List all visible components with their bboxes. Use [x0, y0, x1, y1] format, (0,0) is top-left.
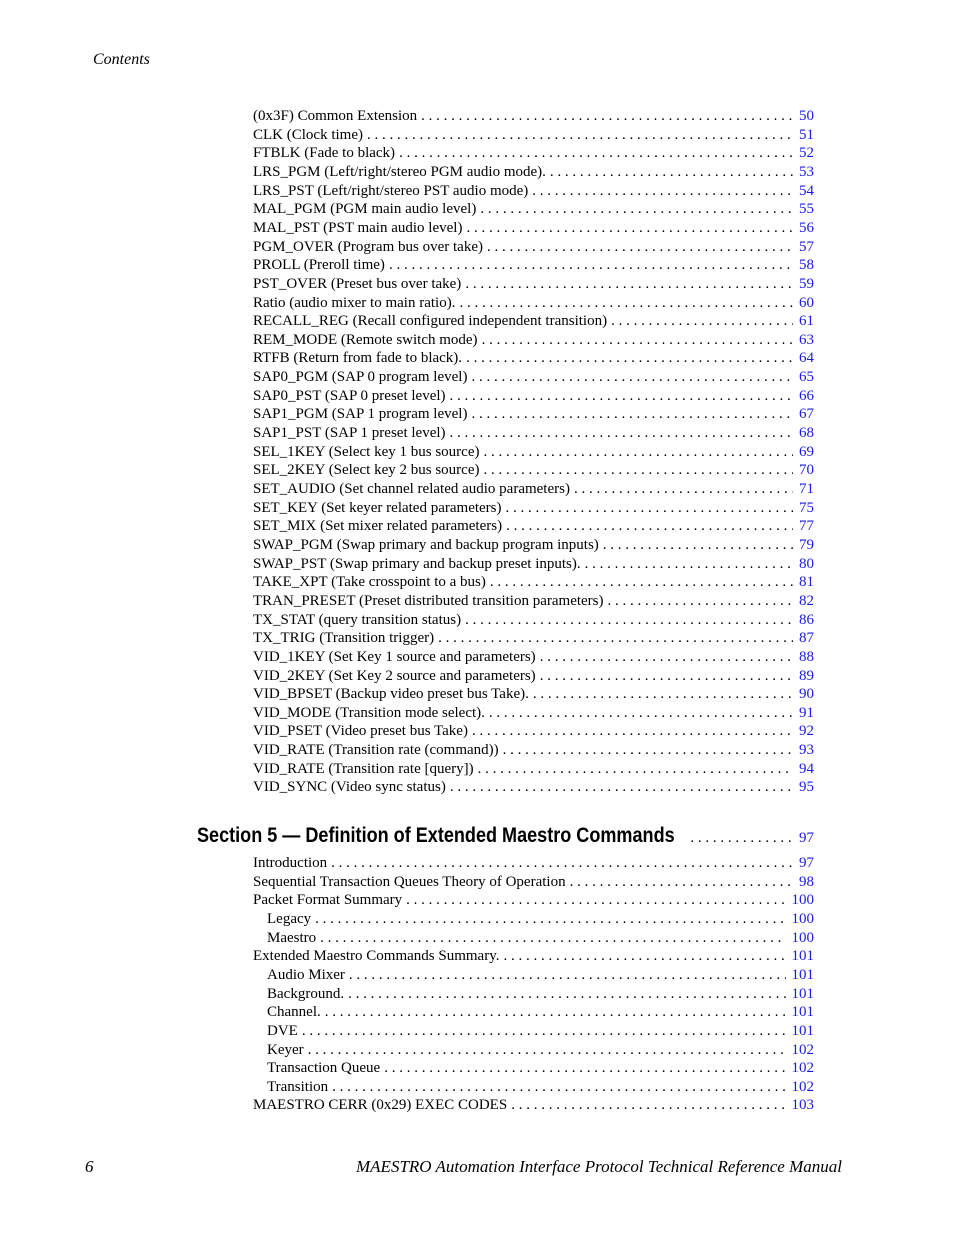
- dot-leader: [315, 910, 785, 929]
- toc-page-link[interactable]: 71: [799, 481, 814, 497]
- dot-leader: [504, 947, 786, 966]
- toc-entry[interactable]: [253, 238, 814, 257]
- dot-leader: [450, 778, 793, 797]
- toc-page-link[interactable]: 101: [791, 966, 814, 983]
- toc-entry[interactable]: [253, 163, 814, 182]
- toc-entry[interactable]: [267, 1041, 814, 1060]
- dot-leader: [399, 144, 793, 163]
- toc-entry[interactable]: [253, 387, 814, 406]
- dot-leader: [349, 966, 786, 985]
- toc-entry[interactable]: [253, 200, 814, 219]
- dot-leader: [332, 1078, 785, 1097]
- toc-entry-label: SET_KEY (Set keyer related parameters): [253, 499, 502, 516]
- toc-entry-label: Maestro: [267, 929, 317, 946]
- toc-page-link[interactable]: 64: [799, 350, 814, 367]
- toc-entry-label: VID_2KEY (Set Key 2 source and parameters): [253, 667, 536, 684]
- toc-entry[interactable]: [253, 873, 814, 892]
- toc-entry-label: VID_BPSET (Backup video preset bus Take).: [253, 686, 529, 703]
- dot-leader: [450, 387, 793, 406]
- dot-leader: [574, 480, 793, 499]
- toc-entry[interactable]: [253, 1096, 814, 1115]
- dot-leader: [465, 275, 793, 294]
- toc-page-link[interactable]: 57: [799, 238, 814, 255]
- toc-entry-label: SWAP_PST (Swap primary and backup preset inputs).: [253, 555, 581, 572]
- toc-entry-label: Extended Maestro Commands Summary.: [253, 948, 500, 965]
- toc-entry[interactable]: [267, 966, 814, 985]
- toc-page-link[interactable]: 101: [791, 1022, 814, 1039]
- toc-entry-label: VID_RATE (Transition rate (command)): [253, 742, 499, 759]
- dot-leader: [540, 648, 793, 667]
- toc-page-link[interactable]: 67: [799, 406, 814, 423]
- toc-page-link[interactable]: 58: [799, 257, 814, 274]
- dot-leader: [483, 461, 793, 480]
- toc-page-link[interactable]: 100: [791, 929, 814, 946]
- toc-entry[interactable]: [253, 947, 814, 966]
- toc-page-link[interactable]: 77: [799, 518, 814, 535]
- dot-leader: [466, 349, 793, 368]
- toc-entry[interactable]: [253, 555, 814, 574]
- toc-page-link[interactable]: 90: [799, 686, 814, 703]
- toc-page-link[interactable]: 56: [799, 219, 814, 236]
- toc-entry-label: VID_MODE (Transition mode select).: [253, 704, 485, 721]
- dot-leader: [466, 219, 793, 238]
- toc-entry-label: (0x3F) Common Extension: [253, 108, 418, 124]
- toc-page-link[interactable]: 87: [799, 630, 814, 647]
- toc-entry[interactable]: [253, 778, 814, 797]
- toc-entry[interactable]: [253, 107, 814, 126]
- toc-entry[interactable]: [253, 126, 814, 145]
- toc-page-link[interactable]: 50: [799, 108, 814, 124]
- dot-leader: [384, 1059, 785, 1078]
- toc-entry[interactable]: [267, 910, 814, 929]
- toc-page-link[interactable]: 92: [799, 723, 814, 740]
- dot-leader: [482, 331, 793, 350]
- toc-entry[interactable]: [253, 573, 814, 592]
- toc-page-link[interactable]: 95: [799, 779, 814, 796]
- dot-leader: [320, 929, 785, 948]
- toc-entry[interactable]: [253, 667, 814, 686]
- dot-leader: [302, 1022, 786, 1041]
- toc-page-link[interactable]: 94: [799, 760, 814, 777]
- toc-entry-label: TRAN_PRESET (Preset distributed transition parameters): [253, 592, 604, 609]
- toc-entry[interactable]: [253, 424, 814, 443]
- toc-entry[interactable]: [253, 461, 814, 480]
- dot-leader: [450, 424, 793, 443]
- toc-entry[interactable]: [253, 891, 814, 910]
- toc-entry[interactable]: [253, 648, 814, 667]
- toc-entry-label: Ratio (audio mixer to main ratio).: [253, 294, 456, 311]
- dot-leader: [603, 536, 793, 555]
- toc-page-link[interactable]: 81: [799, 574, 814, 591]
- dot-leader: [465, 611, 793, 630]
- toc-entry-label: TAKE_XPT (Take crosspoint to a bus): [253, 574, 486, 591]
- dot-leader: [506, 517, 793, 536]
- toc-entry[interactable]: [253, 405, 814, 424]
- section-title: Section 5 — Definition of Extended Maestro Commands: [197, 824, 675, 847]
- toc-page-link[interactable]: 79: [799, 536, 814, 553]
- toc-entry-label: Keyer: [267, 1041, 304, 1058]
- toc-entry[interactable]: [253, 685, 814, 704]
- toc-entry[interactable]: [253, 629, 814, 648]
- toc-entry-label: SWAP_PGM (Swap primary and backup program inputs): [253, 536, 599, 553]
- toc-entry-label: RECALL_REG (Recall configured independent transition): [253, 313, 608, 330]
- toc-entry-label: VID_SYNC (Video sync status): [253, 779, 446, 796]
- toc-entry[interactable]: [253, 182, 814, 201]
- footer-title: MAESTRO Automation Interface Protocol Technical Reference Manual: [356, 1157, 842, 1176]
- toc-entry-label: SET_MIX (Set mixer related parameters): [253, 518, 503, 535]
- toc-entry[interactable]: [253, 349, 814, 368]
- toc-entry-label: SET_AUDIO (Set channel related audio parameters): [253, 481, 570, 497]
- toc-entry-label: Packet Format Summary: [253, 892, 403, 909]
- dot-leader: [421, 107, 793, 126]
- dot-leader: [540, 667, 793, 686]
- toc-page-link[interactable]: 102: [791, 1041, 814, 1058]
- dot-leader: [532, 182, 793, 201]
- toc-entry[interactable]: [253, 760, 814, 779]
- dot-leader: [506, 499, 793, 518]
- dot-leader: [585, 555, 793, 574]
- toc-entry[interactable]: [267, 985, 814, 1004]
- dot-leader: [483, 443, 793, 462]
- toc-entry-label: RTFB (Return from fade to black).: [253, 350, 463, 367]
- toc-page-link[interactable]: 101: [791, 985, 814, 1002]
- toc-entry[interactable]: [253, 443, 814, 462]
- toc-entry[interactable]: [253, 256, 814, 275]
- toc-page-link[interactable]: 69: [799, 443, 814, 460]
- dot-leader: [490, 573, 793, 592]
- toc-page-link[interactable]: 101: [791, 948, 814, 965]
- toc-entry-label: PGM_OVER (Program bus over take): [253, 238, 483, 255]
- toc-entry[interactable]: [253, 854, 814, 873]
- toc-entry[interactable]: [253, 219, 814, 238]
- toc-entry-label: Transaction Queue: [267, 1060, 381, 1077]
- toc-entry-label: SAP0_PST (SAP 0 preset level): [253, 387, 446, 404]
- section-page-link[interactable]: 97: [799, 830, 814, 846]
- toc-page-link[interactable]: 103: [791, 1097, 814, 1114]
- toc-entry[interactable]: [253, 144, 814, 163]
- dot-leader: [550, 163, 793, 182]
- toc-page-link[interactable]: 53: [799, 163, 814, 180]
- toc-page-link[interactable]: 70: [799, 462, 814, 479]
- toc-entry-label: SAP1_PGM (SAP 1 program level): [253, 406, 468, 423]
- toc-page-link[interactable]: 102: [791, 1060, 814, 1077]
- toc-page-link[interactable]: 102: [791, 1078, 814, 1095]
- toc-entry-label: Audio Mixer: [267, 966, 345, 983]
- toc-entry[interactable]: [253, 331, 814, 350]
- toc-page-link[interactable]: 63: [799, 331, 814, 348]
- toc-entry-label: PROLL (Preroll time): [253, 257, 385, 274]
- toc-page-link[interactable]: 88: [799, 648, 814, 665]
- dot-leader: [570, 873, 793, 892]
- toc-entry-label: Transition: [267, 1078, 329, 1095]
- toc-entry-label: PST_OVER (Preset bus over take): [253, 275, 462, 292]
- toc-page-link[interactable]: 55: [799, 201, 814, 218]
- toc-page-link[interactable]: 86: [799, 611, 814, 628]
- dot-leader: [331, 854, 793, 873]
- toc-entry-label: TX_STAT (query transition status): [253, 611, 462, 628]
- dot-leader: [472, 722, 793, 741]
- toc-entry-label: Sequential Transaction Queues Theory of Operation: [253, 873, 566, 890]
- dot-leader: [489, 704, 793, 723]
- dot-leader: [308, 1041, 786, 1060]
- toc-page-link[interactable]: 59: [799, 275, 814, 292]
- dot-leader: [478, 760, 793, 779]
- toc-page-link[interactable]: 93: [799, 742, 814, 759]
- dot-leader: [459, 294, 793, 313]
- toc-entry[interactable]: [253, 611, 814, 630]
- toc-entry[interactable]: [267, 1059, 814, 1078]
- toc-entry-label: LRS_PGM (Left/right/stereo PGM audio mode).: [253, 163, 546, 180]
- toc-entry[interactable]: [253, 704, 814, 723]
- toc-entry[interactable]: [267, 1078, 814, 1097]
- toc-page-link[interactable]: 100: [791, 892, 814, 909]
- toc-entry-label: TX_TRIG (Transition trigger): [253, 630, 435, 647]
- toc-entry-label: MAESTRO CERR (0x29) EXEC CODES: [253, 1097, 508, 1114]
- toc-entry-label: SEL_1KEY (Select key 1 bus source): [253, 443, 480, 460]
- toc-page-link[interactable]: 60: [799, 294, 814, 311]
- toc-entry-label: REM_MODE (Remote switch mode): [253, 331, 478, 348]
- toc-entry-label: VID_RATE (Transition rate [query]): [253, 760, 474, 777]
- dot-leader: [533, 685, 793, 704]
- section-heading[interactable]: [197, 824, 814, 852]
- footer-page-number: 6: [85, 1157, 94, 1176]
- toc-page-link[interactable]: 97: [799, 855, 814, 871]
- toc-entry[interactable]: [253, 592, 814, 611]
- toc-entry-label: MAL_PGM (PGM main audio level): [253, 201, 477, 218]
- dot-leader: [367, 126, 793, 145]
- toc-entry-label: Background.: [267, 985, 345, 1002]
- toc-entry[interactable]: [253, 722, 814, 741]
- dot-leader: [503, 741, 793, 760]
- toc-entry-label: LRS_PST (Left/right/stereo PST audio mode): [253, 182, 529, 199]
- dot-leader: [686, 830, 793, 847]
- running-head: Contents: [93, 51, 150, 68]
- toc-entry[interactable]: [253, 294, 814, 313]
- toc-page-link[interactable]: 68: [799, 425, 814, 442]
- toc-entry-label: VID_1KEY (Set Key 1 source and parameters): [253, 648, 536, 665]
- toc-entry-label: SAP0_PGM (SAP 0 program level): [253, 369, 468, 386]
- toc-page-link[interactable]: 98: [799, 873, 814, 890]
- toc-entry-label: SAP1_PST (SAP 1 preset level): [253, 425, 446, 442]
- toc-page-link[interactable]: 82: [799, 592, 814, 609]
- dot-leader: [611, 312, 793, 331]
- toc-page-link[interactable]: 89: [799, 667, 814, 684]
- dot-leader: [438, 629, 793, 648]
- toc-page-link[interactable]: 66: [799, 387, 814, 404]
- dot-leader: [325, 1003, 786, 1022]
- toc-entry[interactable]: [253, 480, 814, 499]
- dot-leader: [406, 891, 785, 910]
- toc-entry[interactable]: [253, 368, 814, 387]
- toc-page-link[interactable]: 54: [799, 182, 814, 199]
- dot-leader: [480, 200, 793, 219]
- toc-entry-label: VID_PSET (Video preset bus Take): [253, 723, 468, 740]
- toc-entry[interactable]: [253, 275, 814, 294]
- toc-entry-label: Introduction: [253, 855, 328, 871]
- toc-entry-label: FTBLK (Fade to black): [253, 145, 396, 162]
- toc-entry[interactable]: [267, 929, 814, 948]
- dot-leader: [389, 256, 793, 275]
- toc-entry-label: CLK (Clock time): [253, 126, 363, 143]
- toc-entry-label: SEL_2KEY (Select key 2 bus source): [253, 462, 480, 479]
- dot-leader: [511, 1096, 785, 1115]
- toc-page-link[interactable]: 61: [799, 313, 814, 330]
- toc-entry-label: Legacy: [267, 910, 312, 927]
- toc-page-link[interactable]: 75: [799, 499, 814, 516]
- toc-entry[interactable]: [267, 1022, 814, 1041]
- toc-page-link[interactable]: 65: [799, 369, 814, 386]
- toc-page-link[interactable]: 101: [791, 1004, 814, 1021]
- toc-entry[interactable]: [253, 312, 814, 331]
- dot-leader: [471, 368, 793, 387]
- toc-entry-label: MAL_PST (PST main audio level): [253, 219, 463, 236]
- toc-entry-label: DVE: [267, 1022, 298, 1039]
- toc-entry[interactable]: [253, 517, 814, 536]
- toc-page-link[interactable]: 51: [799, 126, 814, 143]
- toc-entry[interactable]: [253, 499, 814, 518]
- dot-leader: [348, 985, 785, 1004]
- dot-leader: [487, 238, 793, 257]
- toc-page-link[interactable]: 100: [791, 910, 814, 927]
- dot-leader: [608, 592, 793, 611]
- toc-entry[interactable]: [253, 536, 814, 555]
- toc-page-link[interactable]: 52: [799, 145, 814, 162]
- toc-entry[interactable]: [253, 741, 814, 760]
- toc-entry[interactable]: [267, 1003, 814, 1022]
- toc-page-link[interactable]: 91: [799, 704, 814, 721]
- dot-leader: [471, 405, 793, 424]
- toc-page-link[interactable]: 80: [799, 555, 814, 572]
- toc-entry-label: Channel.: [267, 1004, 321, 1021]
